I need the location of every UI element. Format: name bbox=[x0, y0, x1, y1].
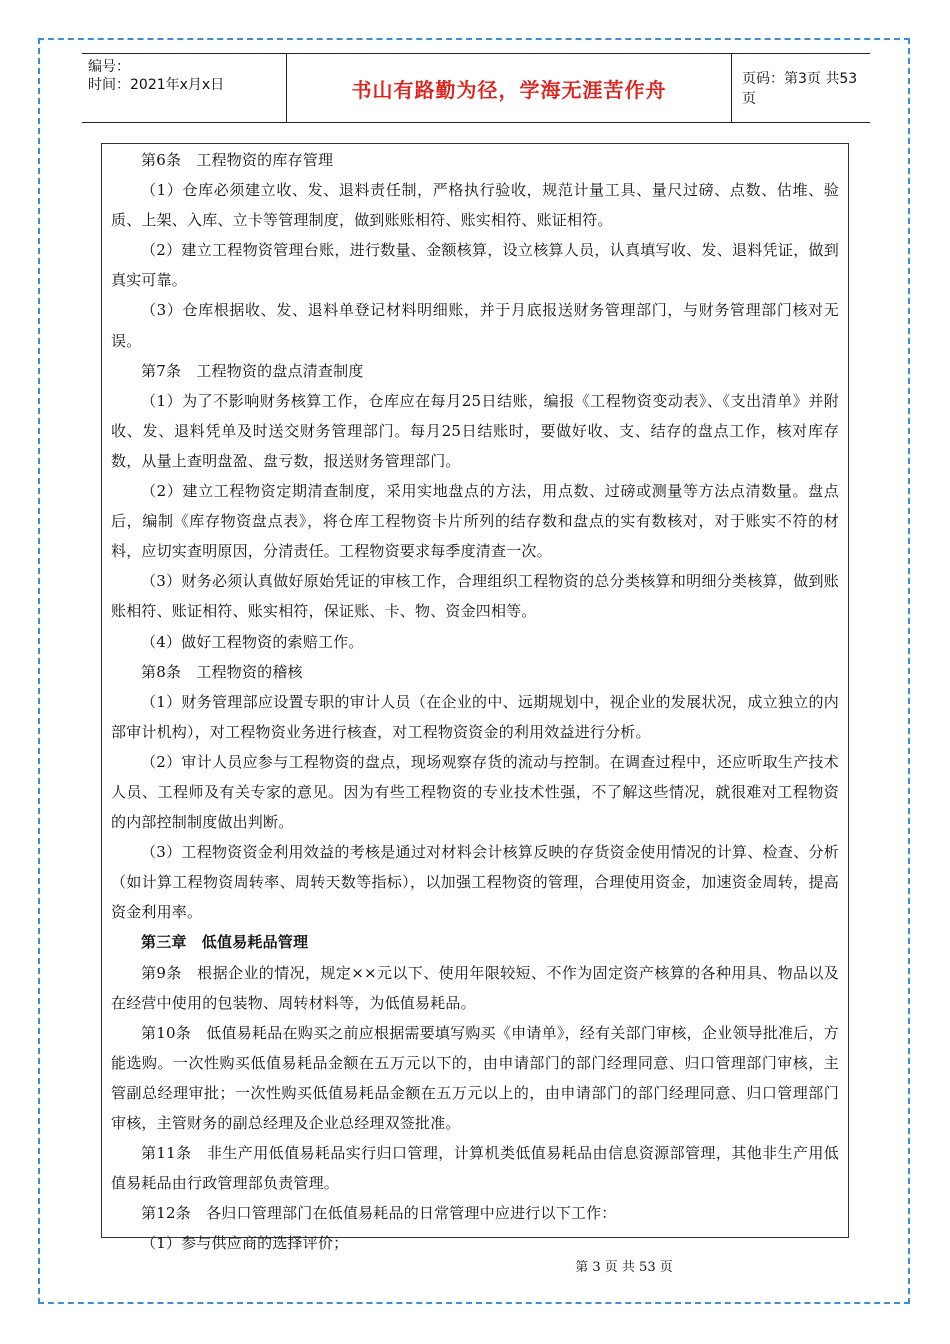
paragraph: （1）财务管理部应设置专职的审计人员（在企业的中、远期规划中，视企业的发展状况，成立独立的内部审计机构），对工程物资业务进行核查，对工程物资资金的利用效益进行分析。 bbox=[111, 692, 839, 741]
document-body bbox=[101, 143, 849, 1253]
page-footer bbox=[0, 1256, 950, 1275]
page-header bbox=[82, 53, 870, 123]
paragraph: （2）建立工程物资管理台账，进行数量、金额核算，设立核算人员，认真填写收、发、退料凭证，做到真实可靠。 bbox=[111, 241, 839, 290]
paragraph: （2）审计人员应参与工程物资的盘点，现场观察存货的流动与控制。在调查过程中，还应听取生产技术人员、工程师及有关专家的意见。因为有些工程物资的专业技术性强，不了解这些情况，就很难对工程物资的内部控制制度做出判断。 bbox=[111, 752, 839, 832]
article-heading: 第6条 工程物资的库存管理 bbox=[141, 151, 334, 169]
chapter-heading: 第三章 低值易耗品管理 bbox=[141, 933, 309, 952]
paragraph: （3）财务必须认真做好原始凭证的审核工作，合理组织工程物资的总分类核算和明细分类核算，做到账账相符、账证相符、账实相符，保证账、卡、物、资金四相等。 bbox=[111, 572, 839, 621]
paragraph: 第11条 非生产用低值易耗品实行归口管理，计算机类低值易耗品由信息资源部管理，其他非生产用低值易耗品由行政管理部负责管理。 bbox=[111, 1144, 839, 1193]
paragraph: （3）仓库根据收、发、退料单登记材料明细账，并于月底报送财务管理部门，与财务管理部门核对无误。 bbox=[111, 301, 839, 350]
article-heading: 第8条 工程物资的稽核 bbox=[141, 662, 303, 681]
paragraph: 第10条 低值易耗品在购买之前应根据需要填写购买《申请单》，经有关部门审核，企业领导批准后，方能选购。一次性购买低值易耗品金额在五万元以下的，由申请部门的部门经理同意、归口管理部门审核，主管副总经理审批；一次性购买低值易耗品金额在五万元以上的，由申请部门的部门经理同意、归口管理部门审核，主管财务的副总经理及企业总经理双签批准。 bbox=[111, 1023, 839, 1132]
header-page-info: 页码：第3页 共53页 bbox=[742, 71, 858, 107]
paragraph: 第9条 根据企业的情况，规定××元以下、使用年限较短、不作为固定资产核算的各种用具、物品以及在经营中使用的包装物、周转材料等，为低值易耗品。 bbox=[111, 963, 839, 1012]
document-number-label: 编号： bbox=[88, 59, 130, 75]
header-meta bbox=[88, 58, 224, 94]
paragraph: （1）仓库必须建立收、发、退料责任制，严格执行验收，规范计量工具、量尺过磅、点数、估堆、验质、上架、入库、立卡等管理制度，做到账账相符、账实相符、账证相符。 bbox=[111, 181, 839, 230]
paragraph: （3）工程物资资金利用效益的考核是通过对材料会计核算反映的存货资金使用情况的计算、检查、分析（如计算工程物资周转率、周转天数等指标），以加强工程物资的管理，合理使用资金，加速资金周转，提高资金利用率。 bbox=[111, 843, 839, 922]
document-date: 时间：2021年x月x日 bbox=[88, 77, 225, 93]
paragraph: （2）建立工程物资定期清查制度，采用实地盘点的方法，用点数、过磅或测量等方法点清数量。盘点后，编制《库存物资盘点表》，将仓库工程物资卡片所列的结存数和盘点的实有数核对，对于账实不符的材料，应切实查明原因，分清责任。工程物资要求每季度清查一次。 bbox=[111, 482, 839, 561]
article-heading: 第7条 工程物资的盘点清查制度 bbox=[141, 361, 364, 380]
paragraph: （1）为了不影响财务核算工作，仓库应在每月25日结账，编报《工程物资变动表》、《支出清单》并附收、发、退料凭单及时送交财务管理部门。每月25日结账时，要做好收、支、结存的盘点工作，核对库存数，从量上查明盘盈、盘亏数，报送财务管理部门。 bbox=[111, 391, 839, 470]
paragraph: （1）参与供应商的选择评价； bbox=[141, 1234, 349, 1253]
footer-page-number: 第 3 页 共 53 页 bbox=[575, 1260, 673, 1275]
paragraph: （4）做好工程物资的索赔工作。 bbox=[141, 632, 364, 651]
header-motto: 书山有路勤为径，学海无涯苦作舟 bbox=[286, 54, 732, 122]
paragraph: 第12条 各归口管理部门在低值易耗品的日常管理中应进行以下工作： bbox=[141, 1204, 617, 1223]
